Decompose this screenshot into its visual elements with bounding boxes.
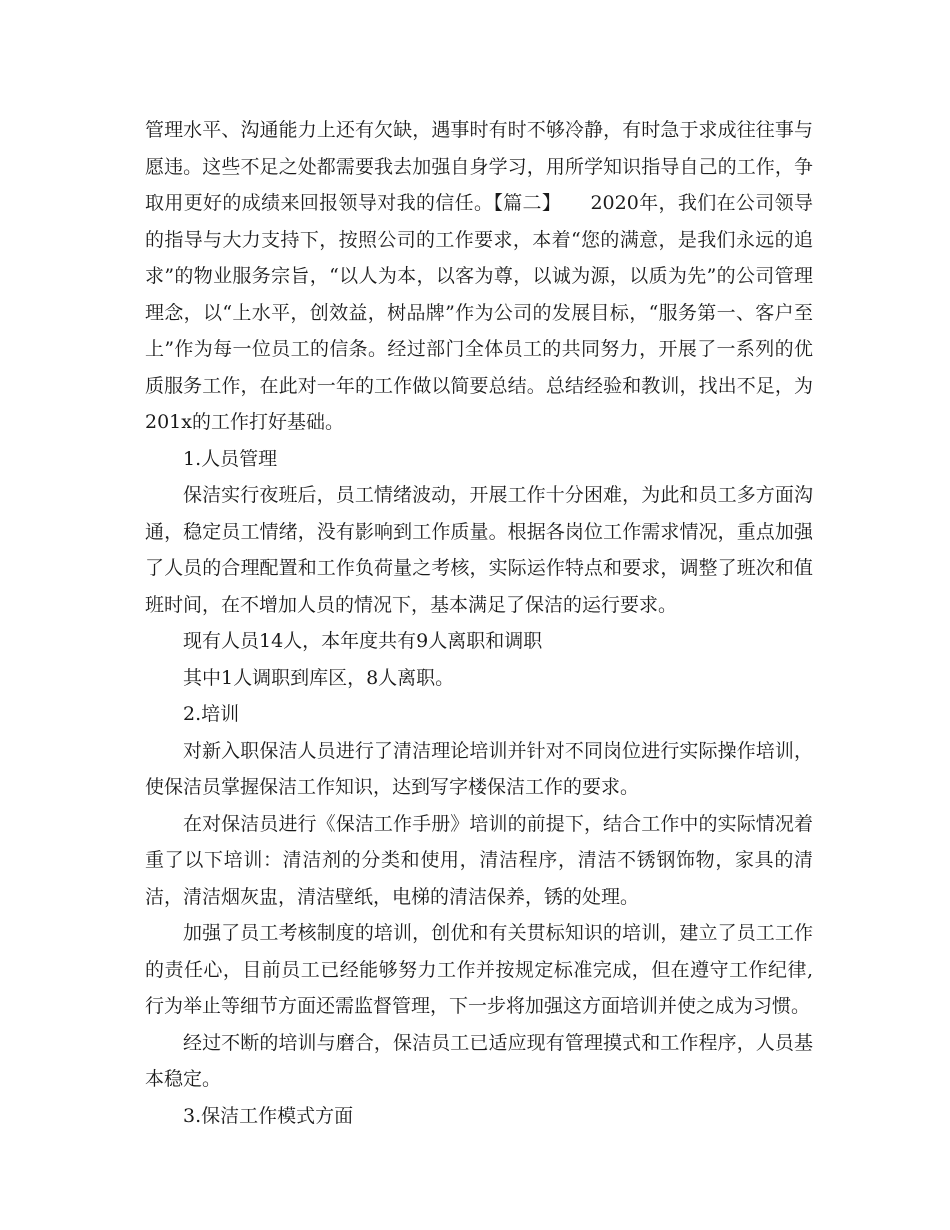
- paragraph-staff-count: 现有人员14人，本年度共有9人离职和调职: [183, 630, 543, 652]
- paragraph-training-result: 经过不断的培训与磨合，保洁员工已适应现有管理摸式和工作程序，人员基本稳定。: [145, 1031, 813, 1090]
- paragraph-training-assessment: 加强了员工考核制度的培训，创优和有关贯标知识的培训，建立了员工工作的责任心，目前员工已经能够努力工作并按规定标准完成，但在遵守工作纪律,行为举止等细节方面还需监督管理，下一步将加强这方面培训并使之成为习惯。: [145, 922, 813, 1017]
- document-body: [145, 112, 813, 1134]
- paragraph-personnel: 保洁实行夜班后，员工情绪波动，开展工作十分困难，为此和员工多方面沟通，稳定员工情绪，没有影响到工作质量。根据各岗位工作需求情况，重点加强了人员的合理配置和工作负荷量之考核，实际运作特点和要求，调整了班次和值班时间，在不增加人员的情况下，基本满足了保洁的运行要求。: [145, 484, 813, 616]
- section-heading-personnel: 1.人员管理: [183, 447, 278, 470]
- section-heading-work-mode: 3.保洁工作模式方面: [183, 1104, 354, 1127]
- section-heading-training: 2.培训: [183, 703, 240, 725]
- paragraph-training-new: 对新入职保洁人员进行了清洁理论培训并针对不同岗位进行实际操作培训，使保洁员掌握保洁工作知识，达到写字楼保洁工作的要求。: [145, 739, 813, 798]
- paragraph-summary-continued: 管理水平、沟通能力上还有欠缺，遇事时有时不够冷静，有时急于求成往往事与愿违。这些不足之处都需要我去加强自身学习，用所学知识指导自己的工作，争取用更好的成绩来回报领导对我的信任。【篇二】 2020年，我们在公司领导的指导与大力支持下，按照公司的工作要求，本着“您的满意，是我们永远的追求”的物业服务宗旨，“以人为本，以客为尊，以诚为源，以质为先”的公司管理理念，以“上水平，创效益，树品牌”作为公司的发展目标，“服务第一、客户至上”作为每一位员工的信条。经过部门全体员工的共同努力，开展了一系列的优质服务工作，在此对一年的工作做以简要总结。总结经验和教训，找出不足，为201x的工作打好基础。: [145, 119, 813, 433]
- paragraph-staff-detail: 其中1人调职到库区，8人离职。: [183, 666, 455, 689]
- paragraph-training-manual: 在对保洁员进行《保洁工作手册》培训的前提下，结合工作中的实际情况着重了以下培训：清洁剂的分类和使用，清洁程序，清洁不锈钢饰物，家具的清洁，清洁烟灰盅，清洁壁纸，电梯的清洁保养，锈的处理。: [145, 812, 813, 908]
